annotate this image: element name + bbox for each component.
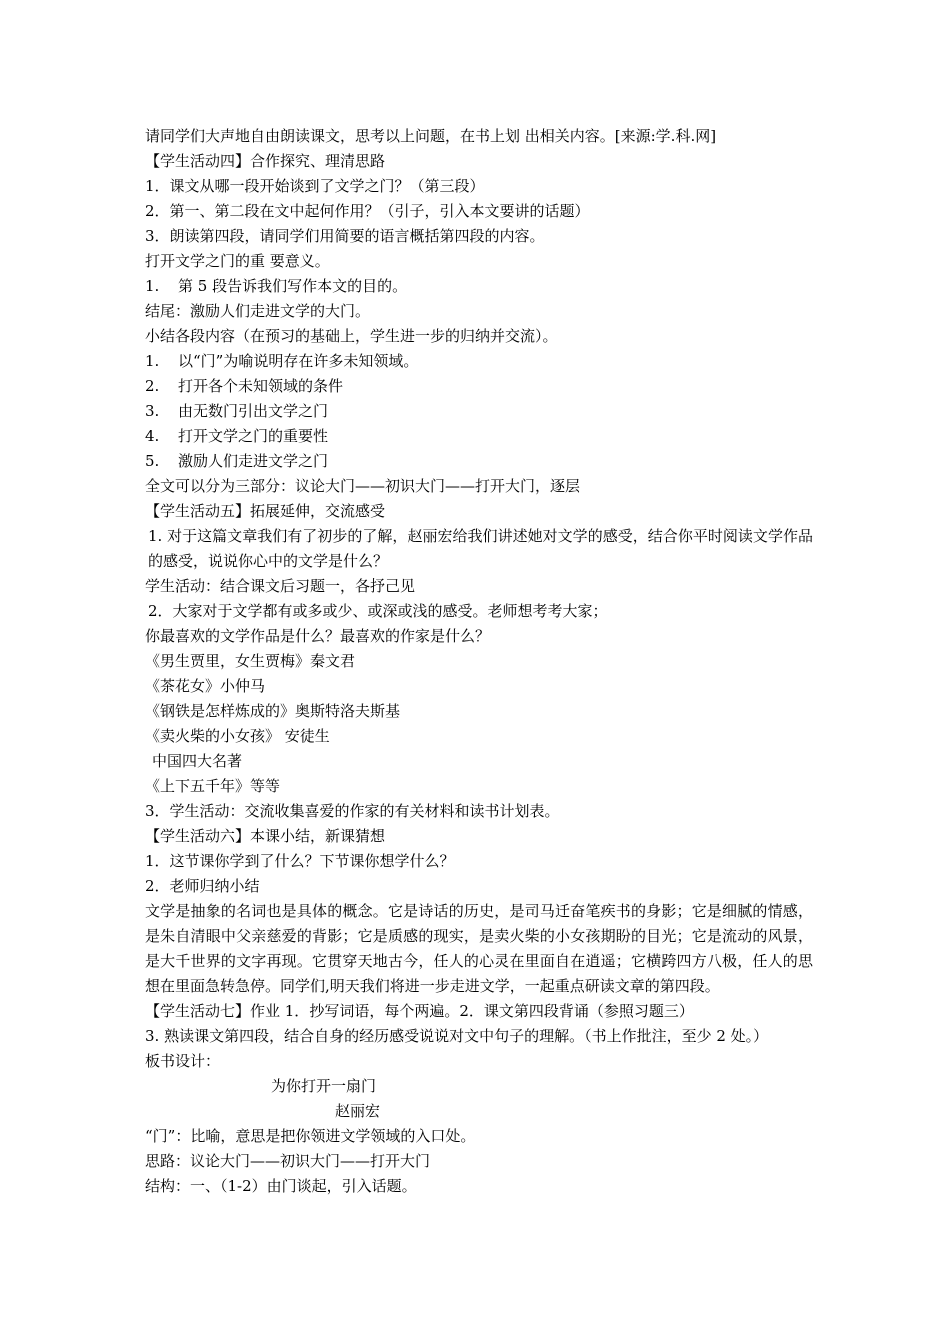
list-number: 1. — [145, 277, 160, 295]
favorite-works-question: 你最喜欢的文学作品是什么？最喜欢的作家是什么？ — [145, 627, 491, 645]
question-1: 1．课文从哪一段开始谈到了文学之门？（第三段） — [145, 177, 485, 195]
reading-instruction: 请同学们大声地自由朗读课文，思考以上问题，在书上划 出相关内容。[来源:学.科.网] — [145, 127, 717, 145]
board-structure: 结构：一、（1-2）由门谈起，引入话题。 — [145, 1177, 417, 1195]
activity-six-heading: 【学生活动六】本课小结，新课猜想 — [145, 827, 386, 845]
summary-item — [145, 424, 813, 449]
activity-four-heading: 【学生活动四】合作探究、理清思路 — [145, 152, 386, 170]
board-metaphor: “门”：比喻，意思是把你领进文学领域的入口处。 — [145, 1127, 476, 1145]
book-item: 《钢铁是怎样炼成的》奥斯特洛夫斯基 — [145, 702, 401, 720]
book-item: 《茶花女》小仲马 — [145, 677, 266, 695]
question-2: 2．第一、第二段在文中起何作用？（引子，引入本文要讲的话题） — [145, 202, 590, 220]
activity-five-question-2: 2．大家对于文学都有或多或少、或深或浅的感受。老师想考考大家； — [148, 602, 608, 620]
structure-overview: 全文可以分为三部分：议论大门——初识大门——打开大门，逐层 — [145, 477, 581, 495]
summary-item — [145, 449, 813, 474]
list-text: 由无数门引出文学之门 — [178, 402, 329, 420]
activity-five-heading: 【学生活动五】拓展延伸，交流感受 — [145, 502, 386, 520]
book-item: 《男生贾里，女生贾梅》秦文君 — [145, 652, 356, 670]
list-number: 3. — [145, 402, 160, 420]
list-number: 1. — [145, 352, 160, 370]
list-text: 第 5 段告诉我们写作本文的目的。 — [178, 277, 408, 295]
paragraph-four-summary: 打开文学之门的重 要意义。 — [145, 252, 330, 270]
list-text: 打开各个未知领域的条件 — [178, 377, 344, 395]
book-item: 《上下五千年》等等 — [145, 777, 281, 795]
board-outline: 思路：议论大门——初识大门——打开大门 — [145, 1152, 431, 1170]
ending-note: 结尾：激励人们走进文学的大门。 — [145, 302, 371, 320]
student-activity-note: 学生活动：结合课文后习题一，各抒己见 — [145, 577, 416, 595]
teacher-summary-paragraph: 文学是抽象的名词也是具体的概念。它是诗话的历史，是司马迁奋笔疾书的身影；它是细腻的情感，是朱自清眼中父亲慈爱的背影；它是质感的现实，是卖火柴的小女孩期盼的目光；它是流动的风景，是大千世界的文字再现。它贯穿天地古今，任人的心灵在里面自在逍遥；它横跨四方八极，任人的思想在里面急转急停。同学们,明天我们将进一步走进文学，一起重点研读文章的第四段。 — [145, 902, 813, 995]
summary-item — [145, 349, 813, 374]
book-item: 中国四大名著 — [152, 752, 243, 770]
list-number: 2. — [145, 377, 160, 395]
homework-item-3: 3. 熟读课文第四段，结合自身的经历感受说说对文中句子的理解。（书上作批注，至少 2 处。） — [145, 1027, 769, 1045]
book-item: 《卖火柴的小女孩》 安徒生 — [145, 727, 330, 745]
activity-six-question-1: 1．这节课你学到了什么？下节课你想学什么？ — [145, 852, 455, 870]
list-number: 5. — [145, 452, 160, 470]
activity-six-question-2: 2．老师归纳小结 — [145, 877, 260, 895]
summary-item — [145, 374, 813, 399]
board-design-label: 板书设计： — [145, 1052, 221, 1070]
activity-five-question-1: 1. 对于这篇文章我们有了初步的了解，赵丽宏给我们讲述她对文学的感受，结合你平时阅读文学作品的感受，说说你心中的文学是什么？ — [148, 527, 813, 570]
board-title: 为你打开一扇门 — [271, 1077, 377, 1095]
paragraph-five-item — [145, 274, 813, 299]
question-3: 3．朗读第四段，请同学们用简要的语言概括第四段的内容。 — [145, 227, 545, 245]
document-page — [145, 124, 813, 1199]
activity-seven-heading: 【学生活动七】作业 1．抄写词语，每个两遍。2．课文第四段背诵（参照习题三） — [145, 1002, 694, 1020]
activity-five-question-3: 3．学生活动：交流收集喜爱的作家的有关材料和读书计划表。 — [145, 802, 560, 820]
list-text: 激励人们走进文学之门 — [178, 452, 329, 470]
list-number: 4. — [145, 427, 160, 445]
list-text: 打开文学之门的重要性 — [178, 427, 329, 445]
list-text: 以“门”为喻说明存在许多未知领域。 — [178, 352, 419, 370]
board-author: 赵丽宏 — [335, 1102, 381, 1120]
summary-intro: 小结各段内容（在预习的基础上，学生进一步的归纳并交流）。 — [145, 327, 558, 345]
summary-item — [145, 399, 813, 424]
